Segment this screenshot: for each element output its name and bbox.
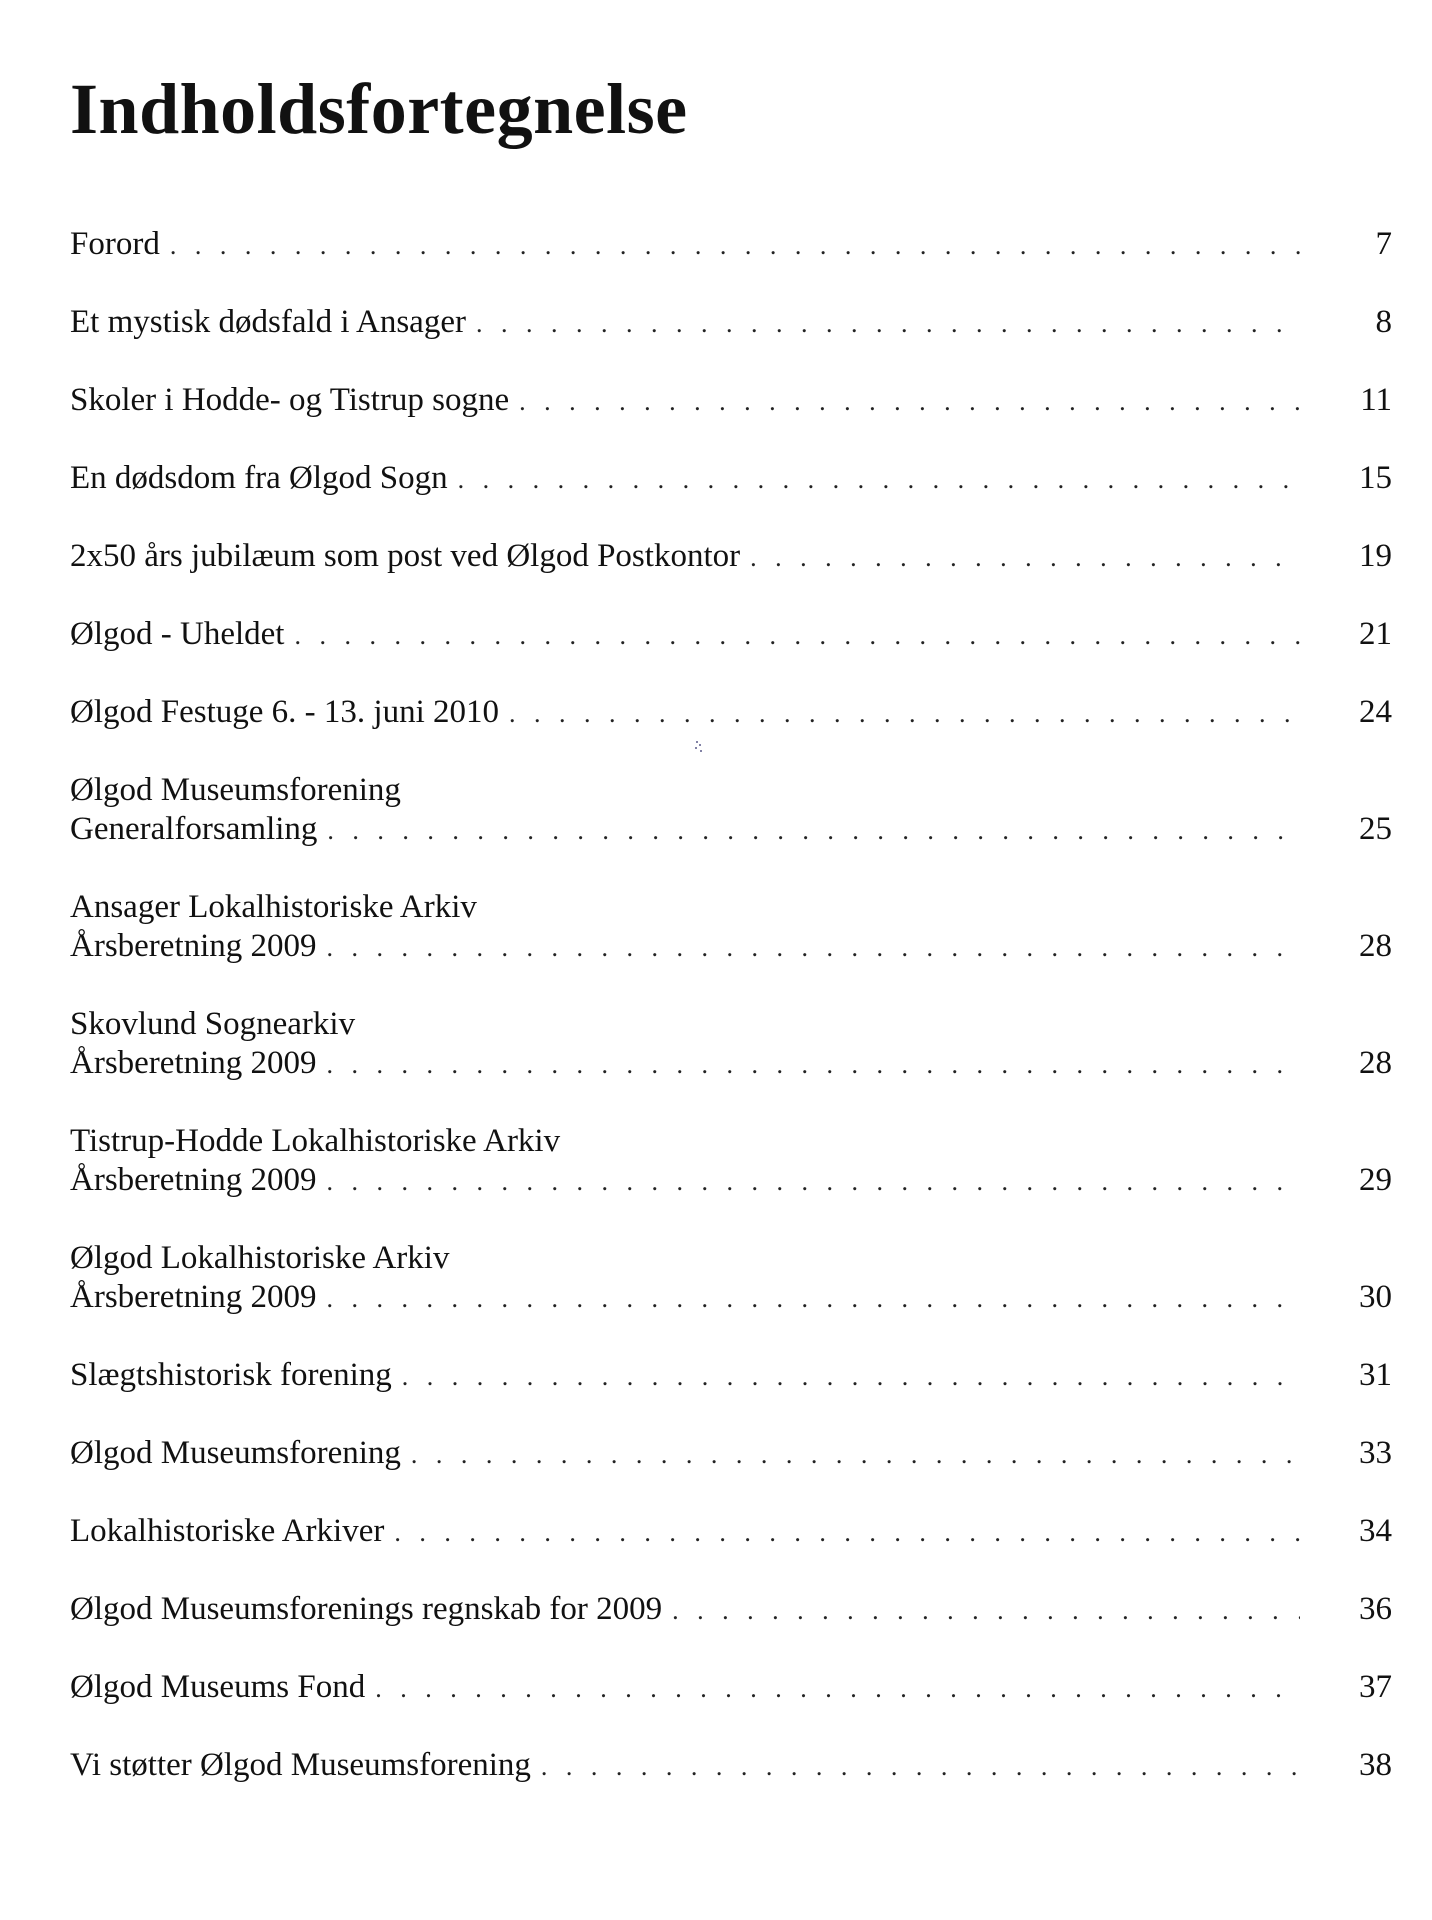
toc-entry — [70, 615, 1392, 655]
toc-page-number: 36 — [1359, 1591, 1392, 1627]
dot-leader — [519, 382, 1300, 421]
dot-leader — [327, 1045, 1300, 1084]
toc-entry — [70, 225, 1392, 265]
toc-entry — [70, 459, 1392, 499]
toc-entry-title: Ølgod Museumsforening — [70, 1435, 401, 1471]
toc-entry-heading-line — [70, 1122, 1392, 1161]
toc-entry-line — [70, 537, 1392, 577]
toc-entry-heading-line — [70, 888, 1392, 927]
toc-entry — [70, 303, 1392, 343]
toc-entry-title: En dødsdom fra Ølgod Sogn — [70, 460, 448, 496]
dot-leader — [170, 226, 1300, 265]
dot-leader — [294, 616, 1300, 655]
dot-leader — [327, 811, 1300, 850]
toc-entry-heading-line — [70, 1005, 1392, 1044]
toc-entry-line — [70, 1356, 1392, 1396]
toc-entry-line — [70, 459, 1392, 499]
toc-page-number: 7 — [1375, 226, 1392, 262]
toc-entry — [70, 1356, 1392, 1396]
toc-entry-title: Ølgod Festuge 6. - 13. juni 2010 — [70, 694, 499, 730]
dot-leader — [394, 1513, 1300, 1552]
toc-page-number: 33 — [1359, 1435, 1392, 1471]
dot-leader — [458, 460, 1300, 499]
toc-entry — [70, 693, 1392, 733]
toc-entry-title: Ølgod - Uheldet — [70, 616, 285, 652]
dot-leader — [672, 1591, 1300, 1630]
toc-page-number: 24 — [1359, 694, 1392, 730]
toc-entry — [70, 1122, 1392, 1201]
toc-entry-title: Årsberetning 2009 — [70, 1279, 317, 1315]
toc-entry-title: Slægtshistorisk forening — [70, 1357, 392, 1393]
toc-page-number: 38 — [1359, 1747, 1392, 1783]
toc-entry — [70, 1434, 1392, 1474]
toc-entry-title: Ansager Lokalhistoriske Arkiv — [70, 889, 477, 925]
toc-entry — [70, 1512, 1392, 1552]
toc-entry-title: Årsberetning 2009 — [70, 1045, 317, 1081]
toc-entry-title: Skovlund Sognearkiv — [70, 1006, 356, 1042]
toc-entry-title: Ølgod Museumsforening — [70, 772, 401, 808]
dot-leader — [327, 928, 1300, 967]
toc-page-number: 37 — [1359, 1669, 1392, 1705]
page-title: Indholdsfortegnelse — [70, 69, 688, 149]
toc-entry — [70, 1239, 1392, 1318]
toc-entry-line — [70, 1668, 1392, 1708]
toc-entry — [70, 1590, 1392, 1630]
toc-entry-title: Generalforsamling — [70, 811, 318, 847]
toc-entry — [70, 381, 1392, 421]
toc-entry-title: Forord — [70, 226, 160, 262]
toc-entry-line — [70, 1161, 1392, 1201]
toc-page-number: 15 — [1359, 460, 1392, 496]
toc-entry-line — [70, 1434, 1392, 1474]
toc-page-number: 29 — [1359, 1162, 1392, 1198]
toc-entry-line — [70, 1746, 1392, 1786]
toc-entry-line — [70, 1512, 1392, 1552]
toc-entry-title: Årsberetning 2009 — [70, 1162, 317, 1198]
dot-leader — [411, 1435, 1300, 1474]
toc-entry-title: Skoler i Hodde- og Tistrup sogne — [70, 382, 510, 418]
toc-entry-title: Lokalhistoriske Arkiver — [70, 1513, 385, 1549]
toc-page-number: 25 — [1359, 811, 1392, 847]
toc-entry — [70, 1668, 1392, 1708]
toc-page-number: 28 — [1359, 928, 1392, 964]
table-of-contents — [70, 225, 1392, 1824]
toc-entry-line — [70, 615, 1392, 655]
toc-page-number: 34 — [1359, 1513, 1392, 1549]
toc-entry-title: Ølgod Museumsforenings regnskab for 2009 — [70, 1591, 663, 1627]
toc-entry — [70, 537, 1392, 577]
toc-entry-line — [70, 693, 1392, 733]
toc-entry-line — [70, 225, 1392, 265]
toc-entry-heading-line — [70, 1239, 1392, 1278]
toc-page-number: 21 — [1359, 616, 1392, 652]
dot-leader — [750, 538, 1300, 577]
toc-entry-title: Årsberetning 2009 — [70, 928, 317, 964]
toc-page-number: 11 — [1360, 382, 1392, 418]
dot-leader — [327, 1162, 1300, 1201]
toc-page-number: 30 — [1359, 1279, 1392, 1315]
dot-leader — [327, 1279, 1300, 1318]
dot-leader — [509, 694, 1300, 733]
dot-leader — [402, 1357, 1300, 1396]
toc-entry-title: Et mystisk dødsfald i Ansager — [70, 304, 466, 340]
print-speck — [694, 740, 704, 754]
toc-page-number: 8 — [1375, 304, 1392, 340]
toc-entry — [70, 771, 1392, 850]
toc-entry-title: Ølgod Lokalhistoriske Arkiv — [70, 1240, 450, 1276]
toc-entry-line — [70, 303, 1392, 343]
toc-entry — [70, 1746, 1392, 1786]
toc-entry-title: Tistrup-Hodde Lokalhistoriske Arkiv — [70, 1123, 561, 1159]
toc-entry-title: 2x50 års jubilæum som post ved Ølgod Postkontor — [70, 538, 741, 574]
dot-leader — [541, 1747, 1300, 1786]
dot-leader — [375, 1669, 1300, 1708]
toc-entry-line — [70, 1590, 1392, 1630]
toc-page-number: 31 — [1359, 1357, 1392, 1393]
toc-entry-title: Ølgod Museums Fond — [70, 1669, 366, 1705]
toc-page-number: 28 — [1359, 1045, 1392, 1081]
toc-entry — [70, 1005, 1392, 1084]
toc-entry-line — [70, 810, 1392, 850]
toc-entry-heading-line — [70, 771, 1392, 810]
toc-entry-line — [70, 1044, 1392, 1084]
toc-entry-line — [70, 1278, 1392, 1318]
dot-leader — [476, 304, 1300, 343]
toc-entry-line — [70, 927, 1392, 967]
toc-entry-title: Vi støtter Ølgod Museumsforening — [70, 1747, 531, 1783]
toc-entry — [70, 888, 1392, 967]
toc-page-number: 19 — [1359, 538, 1392, 574]
toc-entry-line — [70, 381, 1392, 421]
